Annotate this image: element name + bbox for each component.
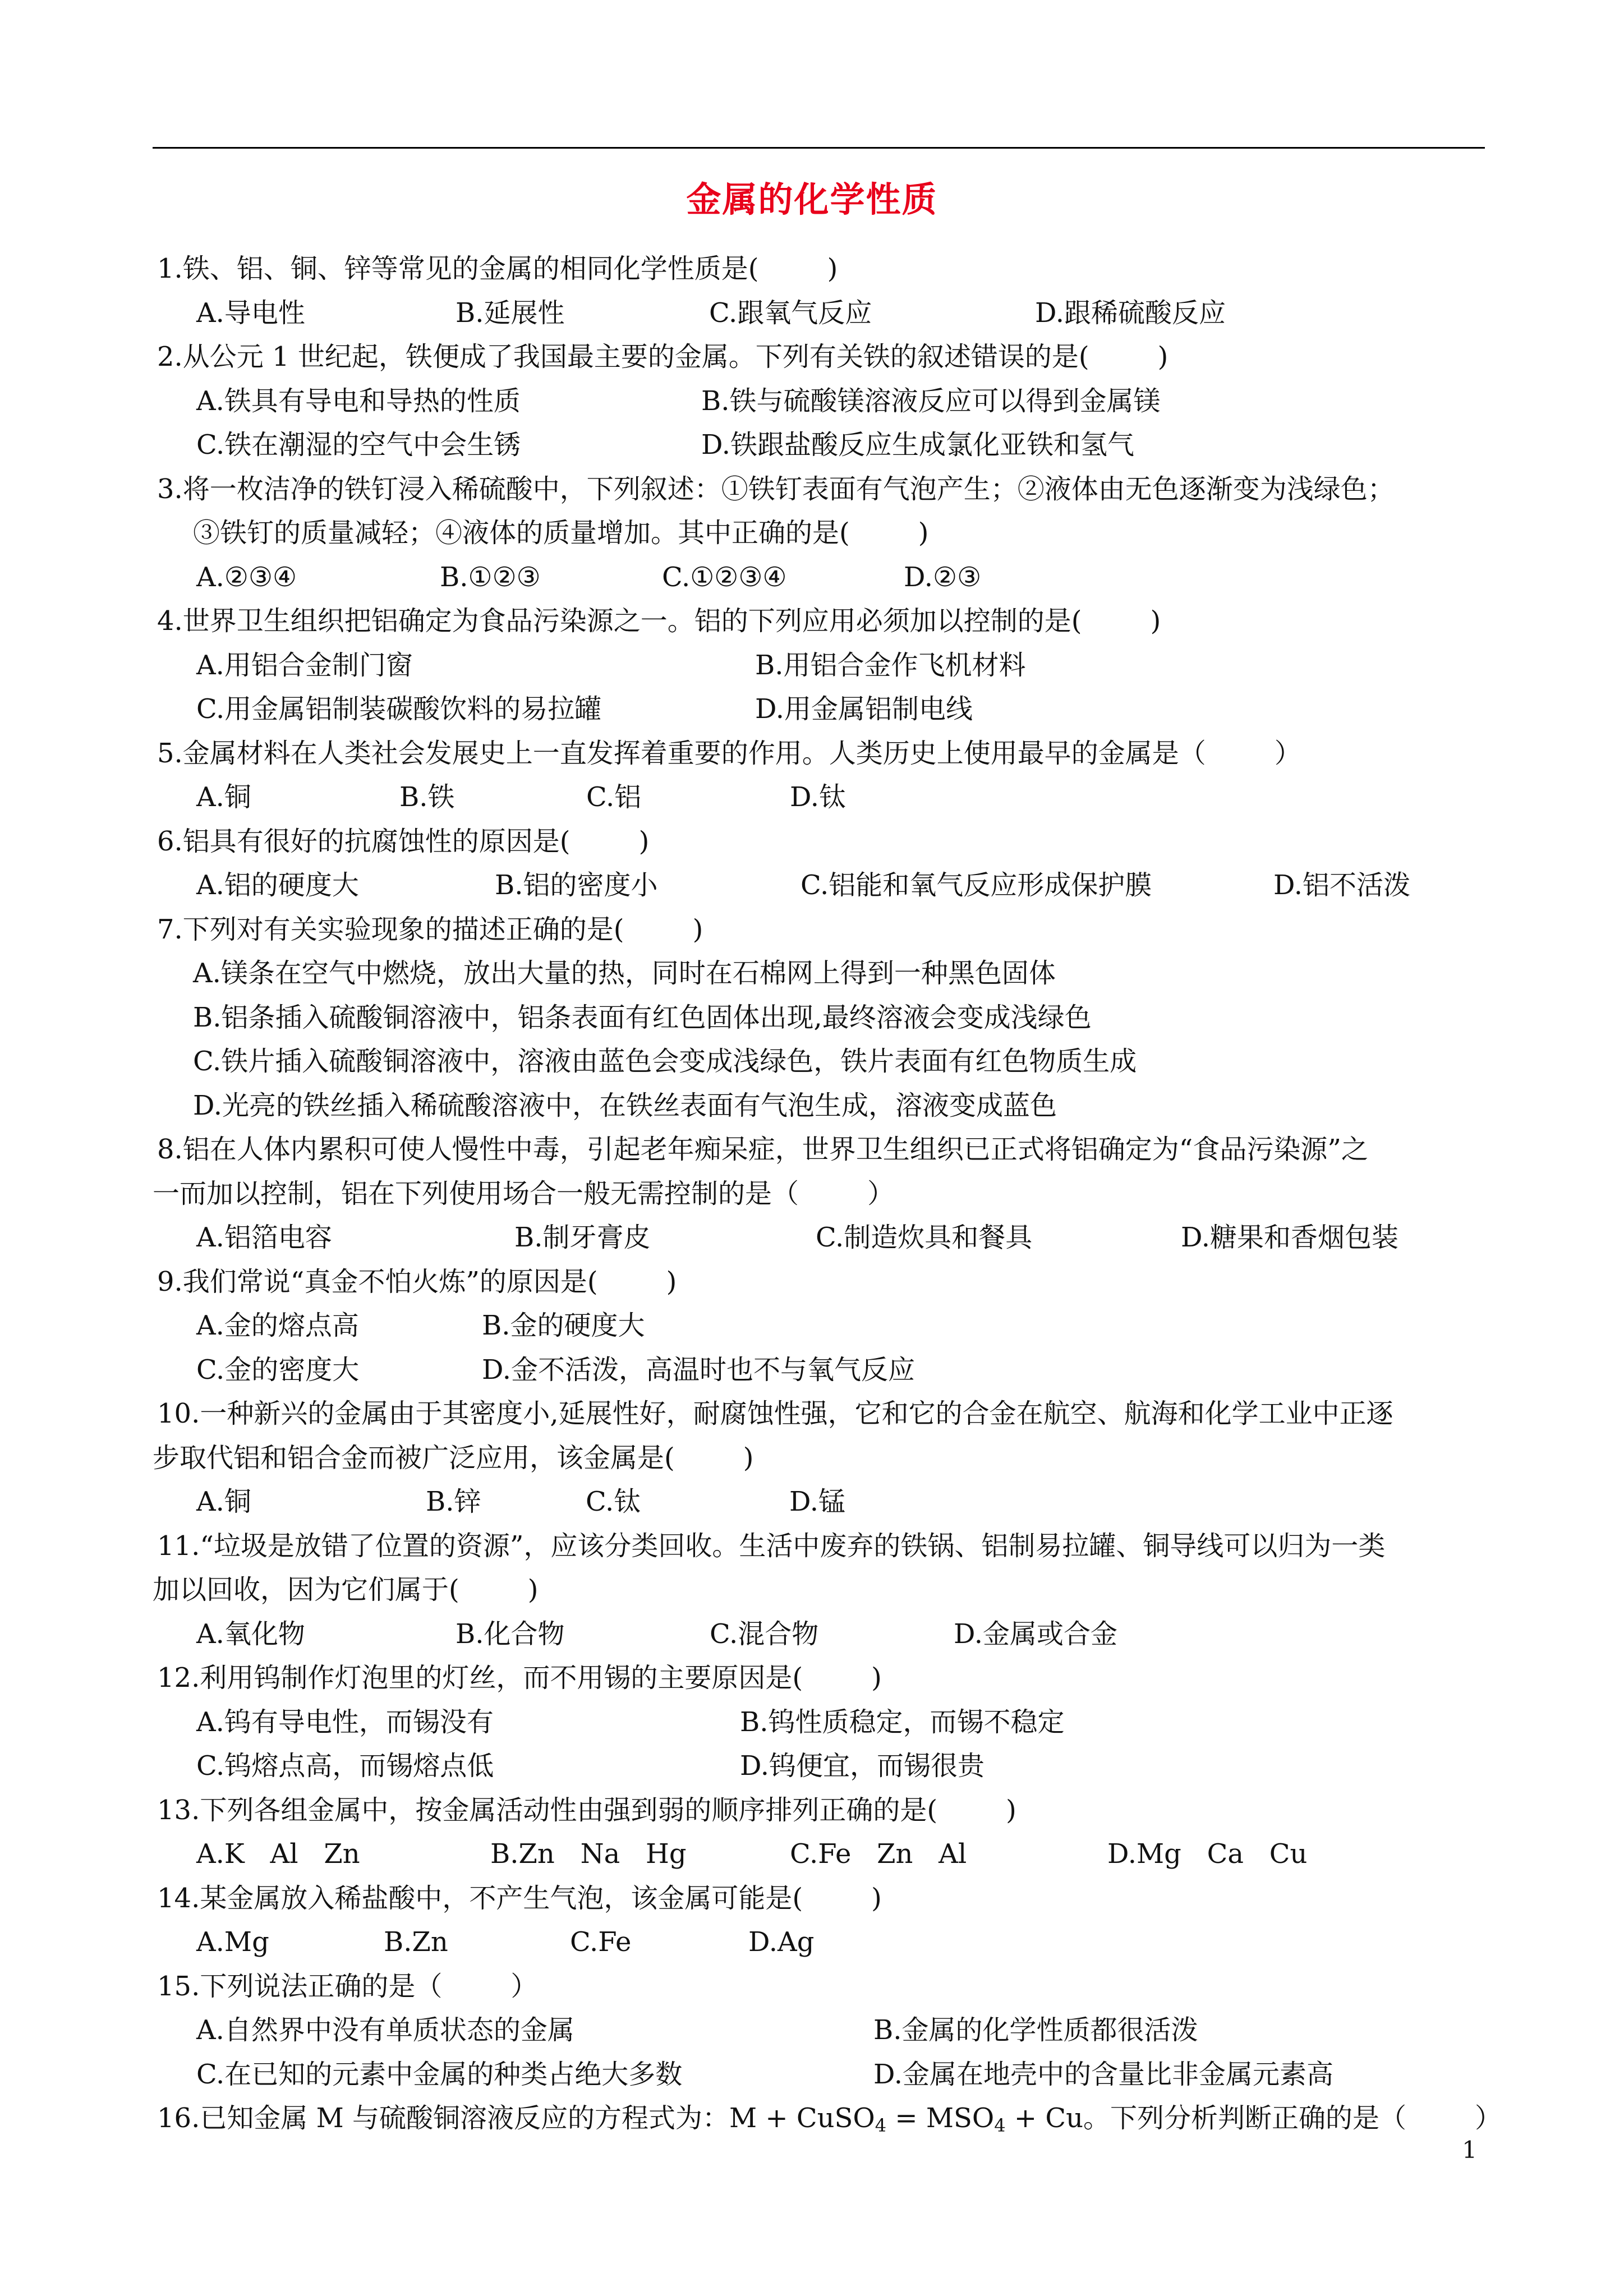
- subscript-4: 4: [994, 2115, 1006, 2136]
- option-c: C.钛: [586, 1486, 641, 1517]
- question-16-stem-part2: = MSO: [886, 2102, 995, 2134]
- option-c: C.金的密度大: [196, 1354, 360, 1386]
- question-13-options: [153, 1832, 1490, 1876]
- question-4-options-row2: [153, 687, 1490, 731]
- question-16-stem-part3: + Cu。下列分析判断正确的是（ ）: [1005, 2102, 1502, 2134]
- question-15-options-row2: [153, 2053, 1490, 2097]
- question-12-options-row2: [153, 1744, 1490, 1788]
- question-9-options-row1: [153, 1304, 1490, 1348]
- option-d: D.金属在地壳中的含量比非金属元素高: [873, 2058, 1334, 2090]
- option-c: C.混合物: [710, 1618, 819, 1650]
- question-13-stem: 13.下列各组金属中，按金属活动性由强到弱的顺序排列正确的是( ): [157, 1794, 1016, 1826]
- question-9-stem: 9.我们常说“真金不怕火炼”的原因是( ): [157, 1266, 677, 1297]
- option-d: D.②③: [904, 561, 982, 593]
- option-b: B.金属的化学性质都很活泼: [873, 2014, 1198, 2046]
- option-d: D.Mg Ca Cu: [1107, 1838, 1308, 1870]
- option-a: A.镁条在空气中燃烧，放出大量的热，同时在石棉网上得到一种黑色固体: [193, 958, 1056, 989]
- question-4-options-row1: [153, 643, 1490, 688]
- option-a: A.铜: [196, 781, 251, 813]
- question-11-options: [153, 1612, 1490, 1657]
- option-a: A.铝箔电容: [196, 1222, 332, 1253]
- question-16-stem-part1: 16.已知金属 M 与硫酸铜溶液反应的方程式为：M + CuSO: [157, 2102, 875, 2134]
- option-d: D.钨便宜，而锡很贵: [740, 1750, 985, 1782]
- option-c: C.制造炊具和餐具: [816, 1222, 1033, 1253]
- option-d: D.跟稀硫酸反应: [1035, 297, 1226, 329]
- option-d: D.金属或合金: [954, 1618, 1118, 1650]
- option-a: A.自然界中没有单质状态的金属: [196, 2014, 574, 2046]
- question-10-stem: 10.一种新兴的金属由于其密度小,延展性好，耐腐蚀性强，它和它的合金在航空、航海和化学工业中正逐: [157, 1398, 1393, 1429]
- question-1-options: [153, 291, 1490, 335]
- option-b: B.延展性: [456, 297, 565, 329]
- option-d: D.金不活泼，高温时也不与氧气反应: [482, 1354, 915, 1386]
- option-c: C.Fe: [570, 1926, 632, 1958]
- option-b: B.铝条插入硫酸铜溶液中，铝条表面有红色固体出现,最终溶液会变成浅绿色: [193, 1001, 1092, 1033]
- option-c: C.铝: [586, 781, 642, 813]
- option-d: D.用金属铝制电线: [755, 693, 973, 725]
- question-2-options-row1: [153, 379, 1490, 424]
- option-d: D.Ag: [748, 1926, 815, 1958]
- question-4-stem: 4.世界卫生组织把铝确定为食品污染源之一。铝的下列应用必须加以控制的是( ): [157, 605, 1161, 637]
- option-c: C.①②③④: [662, 561, 787, 593]
- option-b: B.Zn Na Hg: [490, 1838, 687, 1870]
- option-a: A.铝的硬度大: [196, 869, 359, 901]
- question-14-stem: 14.某金属放入稀盐酸中，不产生气泡，该金属可能是( ): [157, 1882, 882, 1914]
- option-a: A.Mg: [196, 1926, 269, 1958]
- option-c: C.铝能和氧气反应形成保护膜: [801, 869, 1152, 901]
- option-b: B.用铝合金作飞机材料: [755, 649, 1026, 681]
- option-b: B.Zn: [384, 1926, 448, 1958]
- question-9-options-row2: [153, 1348, 1490, 1392]
- option-d: D.糖果和香烟包装: [1181, 1222, 1399, 1253]
- option-d: D.钛: [790, 781, 846, 813]
- option-c: C.用金属铝制装碳酸饮料的易拉罐: [196, 693, 602, 725]
- option-a: A.用铝合金制门窗: [196, 649, 413, 681]
- option-b: B.铝的密度小: [495, 869, 658, 901]
- page-title: 金属的化学性质: [686, 179, 938, 220]
- question-14-options: [153, 1920, 1490, 1964]
- option-d: D.光亮的铁丝插入稀硫酸溶液中，在铁丝表面有气泡生成，溶液变成蓝色: [193, 1089, 1057, 1121]
- question-3-stem-continued: ③铁钉的质量减轻；④液体的质量增加。其中正确的是( ): [193, 517, 929, 549]
- question-12-stem: 12.利用钨制作灯泡里的灯丝，而不用锡的主要原因是( ): [157, 1662, 882, 1694]
- option-a: A.②③④: [196, 561, 297, 593]
- question-11-stem-continued: 加以回收，因为它们属于( ): [153, 1574, 539, 1605]
- page-number: 1: [1462, 2136, 1477, 2164]
- option-a: A.铜: [196, 1486, 251, 1517]
- question-11-stem: 11.“垃圾是放错了位置的资源”，应该分类回收。生活中废弃的铁锅、铝制易拉罐、铜导线可以归为一类: [157, 1530, 1386, 1562]
- question-3-stem: 3.将一枚洁净的铁钉浸入稀硫酸中，下列叙述：①铁钉表面有气泡产生；②液体由无色逐渐变为浅绿色；: [157, 473, 1395, 505]
- option-a: A.氧化物: [196, 1618, 305, 1650]
- question-2-options-row2: [153, 423, 1490, 467]
- question-8-options: [153, 1216, 1490, 1260]
- option-a: A.铁具有导电和导热的性质: [196, 385, 521, 417]
- option-b: B.铁与硫酸镁溶液反应可以得到金属镁: [701, 385, 1161, 417]
- option-b: B.钨性质稳定，而锡不稳定: [740, 1706, 1065, 1738]
- option-a: A.钨有导电性，而锡没有: [196, 1706, 494, 1738]
- question-list: [153, 247, 1502, 2141]
- question-8-stem-continued: 一而加以控制，铝在下列使用场合一般无需控制的是（ ）: [153, 1177, 895, 1209]
- option-a: A.K Al Zn: [196, 1838, 360, 1870]
- option-b: B.铁: [399, 781, 455, 813]
- option-a: A.导电性: [196, 297, 305, 329]
- header-rule: [153, 147, 1485, 149]
- option-c: C.在已知的元素中金属的种类占绝大多数: [196, 2058, 683, 2090]
- option-c: C.铁在潮湿的空气中会生锈: [196, 429, 521, 461]
- option-c: C.钨熔点高，而锡熔点低: [196, 1750, 494, 1782]
- question-16-stem: [153, 2096, 1502, 2141]
- question-5-stem: 5.金属材料在人类社会发展史上一直发挥着重要的作用。人类历史上使用最早的金属是（ ）: [157, 737, 1301, 769]
- subscript-4: 4: [875, 2115, 887, 2136]
- option-a: A.金的熔点高: [196, 1310, 359, 1341]
- question-7-stem: 7.下列对有关实验现象的描述正确的是( ): [157, 913, 703, 945]
- option-d: D.铝不活泼: [1273, 869, 1411, 901]
- question-15-stem: 15.下列说法正确的是（ ）: [157, 1970, 538, 2002]
- option-b: B.化合物: [456, 1618, 565, 1650]
- option-c: C.铁片插入硫酸铜溶液中，溶液由蓝色会变成浅绿色，铁片表面有红色物质生成: [193, 1046, 1137, 1077]
- question-8-stem: 8.铝在人体内累积可使人慢性中毒，引起老年痴呆症，世界卫生组织已正式将铝确定为“食品污染源”之: [157, 1134, 1368, 1165]
- option-c: C.Fe Zn Al: [790, 1838, 967, 1870]
- question-6-stem: 6.铝具有很好的抗腐蚀性的原因是( ): [157, 825, 650, 857]
- option-b: B.锌: [426, 1486, 481, 1517]
- option-d: D.锰: [789, 1486, 846, 1517]
- option-c: C.跟氧气反应: [709, 297, 872, 329]
- question-12-options-row1: [153, 1700, 1490, 1745]
- question-6-options: [153, 863, 1490, 908]
- question-2-stem: 2.从公元 1 世纪起，铁便成了我国最主要的金属。下列有关铁的叙述错误的是( ): [157, 341, 1168, 372]
- question-10-stem-continued: 步取代铝和铝合金而被广泛应用，该金属是( ): [153, 1442, 754, 1474]
- option-b: B.制牙膏皮: [514, 1222, 651, 1253]
- question-3-options: [153, 555, 1490, 600]
- option-b: B.金的硬度大: [482, 1310, 645, 1341]
- question-10-options: [153, 1480, 1490, 1524]
- question-1-stem: 1.铁、铝、铜、锌等常见的金属的相同化学性质是( ): [157, 253, 838, 284]
- option-d: D.铁跟盐酸反应生成氯化亚铁和氢气: [701, 429, 1135, 461]
- question-5-options: [153, 775, 1490, 820]
- question-15-options-row1: [153, 2008, 1490, 2053]
- option-b: B.①②③: [440, 561, 541, 593]
